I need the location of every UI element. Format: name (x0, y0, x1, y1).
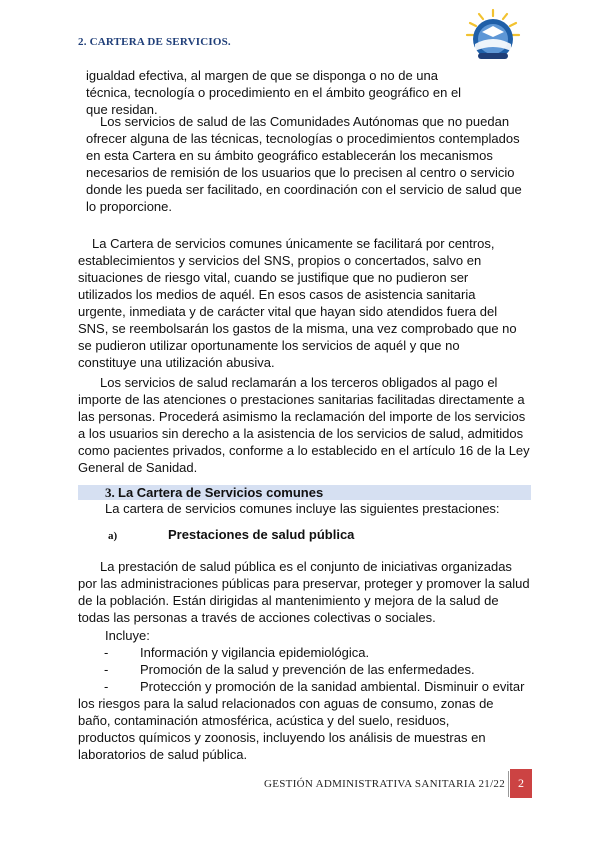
paragraph-remision: Los servicios de salud de las Comunidades Autónomas que no puedan ofrecer alguna de las técnicas, tecnologías o procedimientos contemplados en esta Cartera en su ámbito geográfico establecerán los mecanismos necesarios de remisión de los usuarios que lo precisen al centro o servicio donde les pueda ser facilitado, en coordinación con el servicio de salud que lo proporcione. (86, 114, 522, 214)
subsection-a-letter: a) (108, 530, 118, 542)
section-3-number: 3. (105, 485, 115, 500)
paragraph-salud-publica: La prestación de salud pública es el conjunto de iniciativas organizadas por las administraciones públicas para preservar, proteger y promover la salud de la población. Están dirigidas al mantenimiento y mejora de la salud de todas las personas a través de acciones colectivas o sociales. (78, 559, 530, 625)
paragraph-riesgo-vital: La Cartera de servicios comunes únicamente se facilitará por centros, establecimientos y servicios del SNS, propios o concertados, salvo en situaciones de riesgo vital, cuando se justifique que no pudieron ser utilizados los medios de aquél. En esos casos de asistencia sanitaria urgente, inmediata y de carácter vital que hayan sido atendidos fuera del SNS, se reembolsarán los gastos de la misma, una vez comprobado que no se pudieron utilizar oportunamente los servicios de aquél y que no constituye una utilización abusiva. (78, 236, 517, 370)
list-item (104, 644, 544, 661)
bullet-dash: - (104, 645, 109, 660)
paragraph-sanidad-ambiental: los riesgos para la salud relacionados con aguas de consumo, zonas de baño, contaminación atmosférica, acústica y del suelo, residuos, productos químicos y zoonosis, incluyendo los análisis de muestras en laboratorios de salud pública. (78, 696, 494, 762)
list-item (104, 678, 544, 695)
list-item (104, 661, 544, 678)
includes-label: Incluye: (105, 628, 150, 643)
header-section-title: 2. CARTERA DE SERVICIOS. (78, 36, 231, 48)
school-logo (462, 6, 524, 68)
paragraph-continuation: igualdad efectiva, al margen de que se disponga o no de una técnica, tecnología o procedimiento en el ámbito geográfico en el que residan. (86, 68, 462, 117)
bullet-dash: - (104, 679, 109, 694)
prestaciones-list (104, 644, 544, 695)
subsection-a-title: Prestaciones de salud pública (168, 527, 355, 542)
footer-course-title: GESTIÓN ADMINISTRATIVA SANITARIA 21/22 (264, 778, 506, 790)
section-3-intro: La cartera de servicios comunes incluye las siguientes prestaciones: (105, 501, 500, 516)
bullet-dash: - (104, 662, 109, 677)
paragraph-reclamacion: Los servicios de salud reclamarán a los terceros obligados al pago el importe de las atenciones o prestaciones sanitarias facilitadas directamente a las personas. Procederá asimismo la reclamación del importe de los servicios a los usuarios sin derecho a la asistencia de los servicios de salud, admitidos como pacientes privados, conforme a lo establecido en el artículo 16 de la Ley General de Sanidad. (78, 375, 530, 475)
section-3-title: La Cartera de Servicios comunes (118, 485, 324, 500)
section-3-heading (105, 485, 323, 500)
footer-divider (508, 771, 509, 797)
list-item-text: Promoción de la salud y prevención de las enfermedades. (140, 662, 475, 677)
list-item-text: Protección y promoción de la sanidad ambiental. Disminuir o evitar (140, 679, 525, 694)
page-number: 2 (510, 769, 532, 798)
list-item-text: Información y vigilancia epidemiológica. (140, 645, 370, 660)
